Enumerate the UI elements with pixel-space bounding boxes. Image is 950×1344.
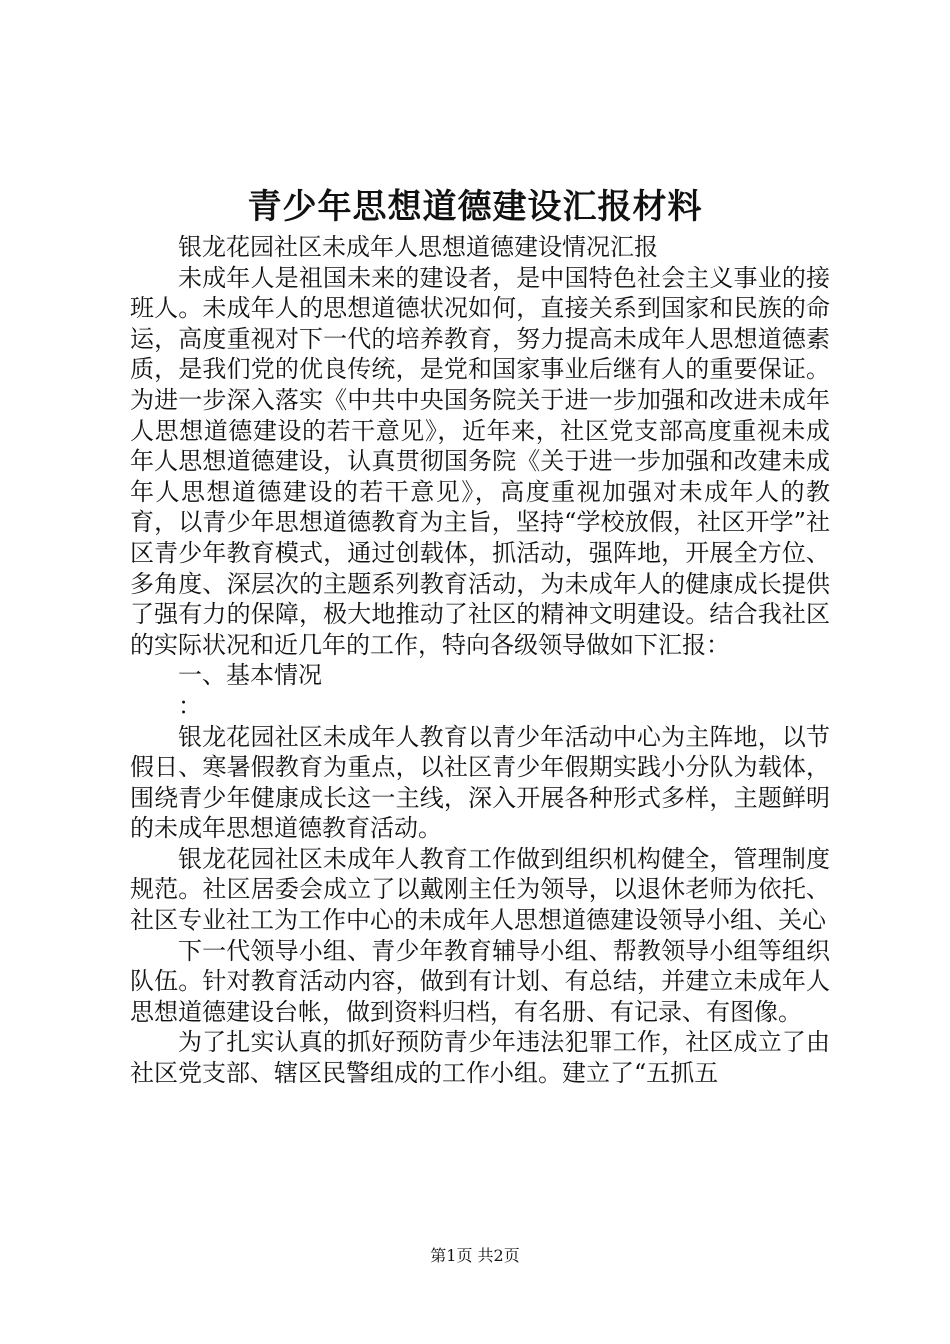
body-paragraph: 为了扎实认真的抓好预防青少年违法犯罪工作，社区成立了由社区党支部、辖区民警组成的工作小组。建立了“五抓五 <box>130 1028 830 1088</box>
body-paragraph: 下一代领导小组、青少年教育辅导小组、帮教领导小组等组织队伍。针对教育活动内容，做到有计划、有总结，并建立未成年人思想道德建设台帐，做到资料归档，有名册、有记录、有图像。 <box>130 936 830 1026</box>
document-title: 青少年思想道德建设汇报材料 <box>247 187 703 227</box>
subtitle-paragraph: 银龙花园社区未成年人思想道德建设情况汇报 <box>178 233 658 261</box>
section-heading: 一、基本情况 <box>178 661 322 690</box>
intro-paragraph: 未成年人是祖国未来的建设者，是中国特色社会主义事业的接班人。未成年人的思想道德状况如何，直接关系到国家和民族的命运，高度重视对下一代的培养教育，努力提高未成年人思想道德素质，是我们党的优良传统，是党和国家事业后继有人的重要保证。为进一步深入落实《中共中央国务院关于进一步加强和改进未成年人思想道德建设的若干意见》，近年来，社区党支部高度重视未成年人思想道德建设，认真贯彻国务院《关于进一步加强和改建未成年人思想道德建设的若干意见》，高度重视加强对未成年人的教育，以青少年思想道德教育为主旨，坚持“学校放假，社区开学”社区青少年教育模式，通过创载体，抓活动，强阵地，开展全方位、多角度、深层次的主题系列教育活动，为未成年人的健康成长提供了强有力的保障，极大地推动了社区的精神文明建设。结合我社区的实际状况和近几年的工作，特向各级领导做如下汇报： <box>130 263 830 659</box>
body-paragraph: 银龙花园社区未成年人教育以青少年活动中心为主阵地，以节假日、寒暑假教育为重点，以社区青少年假期实践小分队为载体，围绕青少年健康成长这一主线，深入开展各种形式多样，主题鲜明的未成年思想道德教育活动。 <box>130 722 830 843</box>
colon-line: ： <box>178 691 202 720</box>
body-paragraph: 银龙花园社区未成年人教育工作做到组织机构健全，管理制度规范。社区居委会成立了以戴刚主任为领导，以退休老师为依托、社区专业社工为工作中心的未成年人思想道德建设领导小组、关心 <box>130 844 830 935</box>
page-footer: 第1页 共2页 <box>430 1246 520 1265</box>
document-body <box>130 232 830 1089</box>
